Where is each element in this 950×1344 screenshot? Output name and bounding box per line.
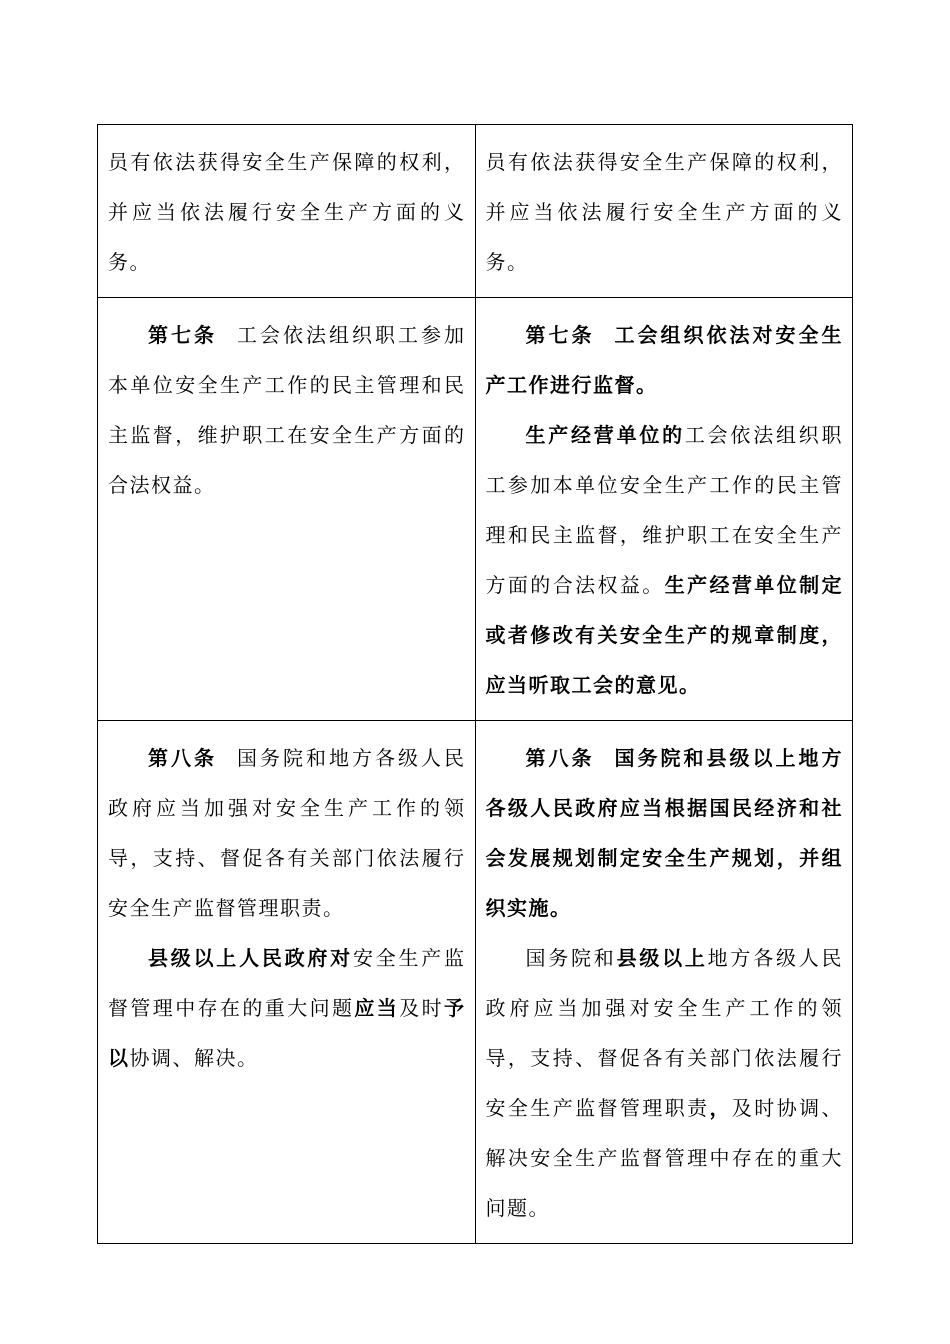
table-cell-old xyxy=(98,721,476,1244)
text: 地方各级人民政府应当加强对安全生产工作的领导，支持、督促各有关部门依法履行安全生产监督管理职责 xyxy=(485,946,844,1120)
article-text: 国务院和地方各级人民政府应当加强对安全生产工作的领导，支持、督促各有关部门依法履行安全生产监督管理职责。 xyxy=(108,746,466,920)
text-bold: 县级以上 xyxy=(616,946,708,970)
comparison-table xyxy=(97,124,853,1244)
text-bold: 予以 xyxy=(108,996,466,1070)
paragraph: 员有依法获得安全生产保障的权利，并应当依法履行安全生产方面的义务。 xyxy=(108,150,466,274)
article-number: 第七条 xyxy=(148,323,217,347)
paragraph xyxy=(108,733,466,933)
paragraph xyxy=(108,310,466,510)
article-text-bold: 工会组织依法对安全生产工作进行监督。 xyxy=(485,323,843,397)
article-text-bold: 国务院和县级以上地方各级人民政府应当根据国民经济和社会发展规划制定安全生产规划，并组织实施。 xyxy=(485,746,843,920)
text: 工会依法组织职工参加本单位安全生产工作的民主管理和民主监督，维护职工在安全生产方面的合法权益。 xyxy=(485,423,844,597)
table-row xyxy=(98,721,853,1244)
text: 及时 xyxy=(399,996,445,1020)
table-cell-new xyxy=(475,721,853,1244)
paragraph xyxy=(486,933,844,1233)
paragraph: 员有依法获得安全生产保障的权利，并应当依法履行安全生产方面的义务。 xyxy=(485,150,843,274)
table-row xyxy=(98,125,853,298)
table-cell-new xyxy=(475,125,853,298)
table-cell-old xyxy=(98,298,476,721)
table-cell-new xyxy=(475,298,853,721)
text-bold: 生产经营单位制定或者修改有关安全生产的规章制度，应当听取工会的意见。 xyxy=(485,573,844,697)
article-number: 第八条 xyxy=(525,746,595,770)
paragraph xyxy=(486,310,844,410)
text: 安全生产监督管理中存在的重大问题 xyxy=(108,946,466,1020)
table-cell-old xyxy=(98,125,476,298)
article-number: 第七条 xyxy=(525,323,595,347)
paragraph xyxy=(486,733,844,933)
text: 协调、解决。 xyxy=(129,1046,259,1070)
paragraph xyxy=(108,933,466,1083)
text-bold: 应当 xyxy=(354,996,400,1020)
article-text: 工会依法组织职工参加本单位安全生产工作的民主管理和民主监督，维护职工在安全生产方面的合法权益。 xyxy=(108,323,466,497)
text-bold: ， xyxy=(709,1096,732,1120)
article-number: 第八条 xyxy=(148,746,217,770)
text: 国务院和 xyxy=(525,946,617,970)
table-row xyxy=(98,298,853,721)
text-bold: 县级以上人民政府对 xyxy=(148,946,353,970)
text: 及时协调、解决安全生产监督管理中存在的重大问题。 xyxy=(485,1096,844,1220)
text-bold: 生产经营单位的 xyxy=(525,423,685,447)
paragraph xyxy=(486,410,844,710)
